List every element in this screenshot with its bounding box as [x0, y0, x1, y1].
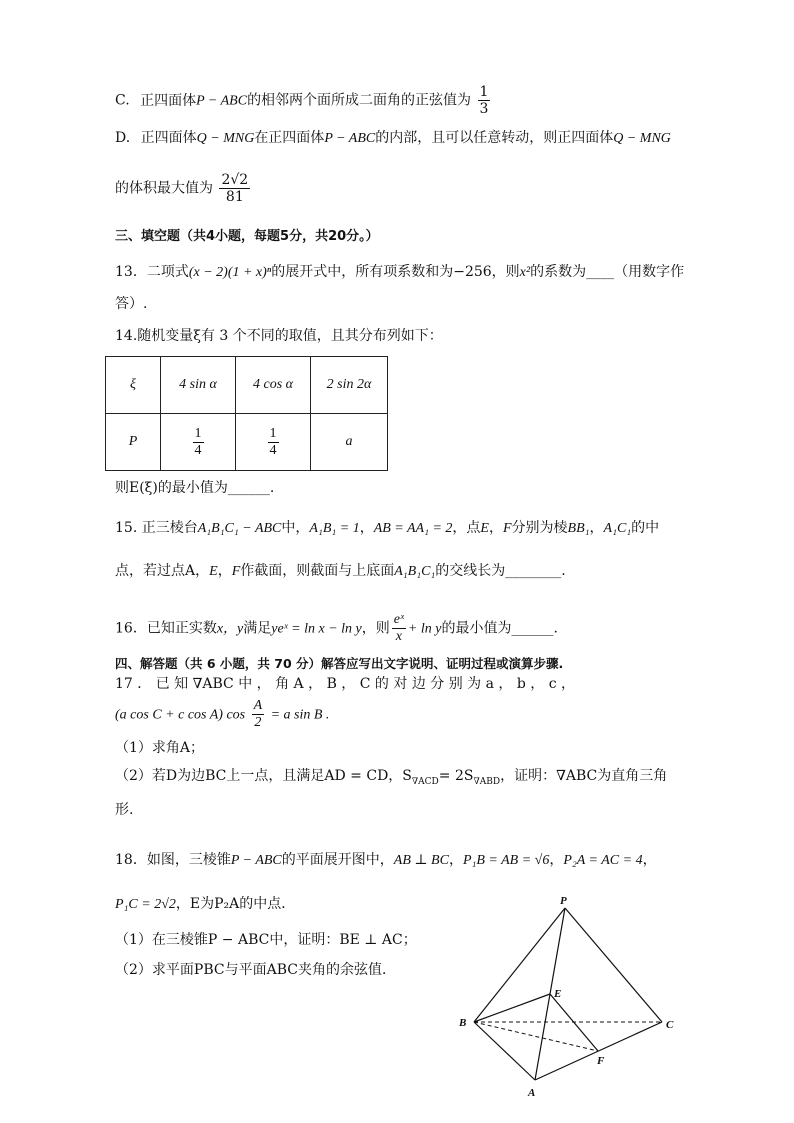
table-cell: $\frac{1}{4}$	[161, 414, 236, 471]
question-13-line2: 答）.	[115, 296, 148, 312]
table-cell: 4 sin α	[161, 357, 236, 414]
option-d-fraction: $\frac{2√2}{81}$	[221, 172, 249, 205]
label-p: P	[560, 895, 567, 907]
question-18-part1: （1）在三棱锥P − ABC中，证明：BE ⊥ AC；	[115, 932, 417, 948]
question-15-line2: 点，若过点A，E，F作截面，则截面与上底面A₁B₁C₁的交线长为________.	[115, 563, 566, 579]
table-cell: ξ	[106, 357, 161, 414]
label-a: A	[528, 1087, 536, 1099]
question-16: 16．已知正实数x，y满足yeˣ = ln x − ln y，则 $\frac{\text{eˣ}}{x}$ + ln y的最小值为______.	[115, 612, 558, 644]
question-14-answer: 则E(ξ)的最小值为______.	[115, 480, 275, 496]
question-18-line1: 18．如图，三棱锥P − ABC的平面展开图中，AB ⊥ BC，P₁B = AB = √6，P₂A = AC = 4，	[115, 852, 657, 868]
option-d: D. 正四面体Q − MNG在正四面体P − ABC的内部，且可以任意转动，则正四面体Q − MNG	[115, 130, 671, 146]
question-17-part2-end: 形.	[115, 802, 134, 818]
label-c: C	[666, 1019, 674, 1031]
section-4-title: 四、解答题（共 6 小题，共 70 分）解答应写出文字说明、证明过程或演算步骤.	[115, 656, 564, 671]
segment-bf-hidden	[474, 1022, 598, 1051]
table-cell: a	[311, 414, 388, 471]
option-c-label: C.	[115, 92, 130, 109]
question-15: 15. 正三棱台A₁B₁C₁ − ABC中，A₁B₁ = 1，AB = AA₁ = 2，点E，F分别为棱BB₁，A₁C₁的中	[115, 520, 660, 536]
question-13: 13．二项式(x − 2)(1 + x)ⁿ的展开式中，所有项系数和为−256，则x²的系数为____（用数字作	[115, 264, 685, 280]
edge-ab	[474, 1022, 535, 1080]
label-e: E	[554, 988, 562, 1000]
edge-ac	[535, 1022, 662, 1080]
table-cell: 2 sin 2α	[311, 357, 388, 414]
question-17-part2: （2）若D为边BC上一点，且满足AD = CD，$S_{\nabla ACD}= 2S_{\nabla ABD}$，证明：∇ABC为直角三角	[115, 768, 668, 787]
label-f: F	[597, 1055, 605, 1067]
table-cell: 4 cos α	[236, 357, 311, 414]
option-c-fraction: $\frac{1}{3}$	[479, 84, 489, 117]
question-18-line2: P₁C = 2√2，E为P₂A的中点．	[115, 896, 296, 912]
question-17-line1: 17 ． 已 知 ∇ABC 中 ， 角 A ， B ， C 的 对 边 分 别 为 a ， b ， c ，	[115, 676, 576, 692]
option-d-label: D.	[115, 130, 131, 146]
question-17-equation: (a cos C + c cos A) cos $\frac{A}{2}$ = a sin B .	[115, 698, 330, 730]
table-cell: $\frac{1}{4}$	[236, 414, 311, 471]
edge-pc	[565, 908, 662, 1022]
option-d-line2: 的体积最大值为 $\frac{2√2}{81}$	[115, 172, 249, 205]
question-18-part2: （2）求平面PBC与平面ABC夹角的余弦值．	[115, 962, 396, 978]
label-b: B	[459, 1017, 467, 1029]
option-c: C. 正四面体P − ABC的相邻两个面所成二面角的正弦值为 $\frac{1}{3}$	[115, 84, 489, 117]
question-17-part1: （1）求角A；	[115, 740, 205, 756]
question-14-intro: 14.随机变量ξ有 3 个不同的取值，且其分布列如下：	[115, 328, 443, 344]
section-3-title: 三、填空题（共4小题，每题5分，共20分。）	[115, 229, 379, 244]
table-cell: P	[106, 414, 161, 471]
